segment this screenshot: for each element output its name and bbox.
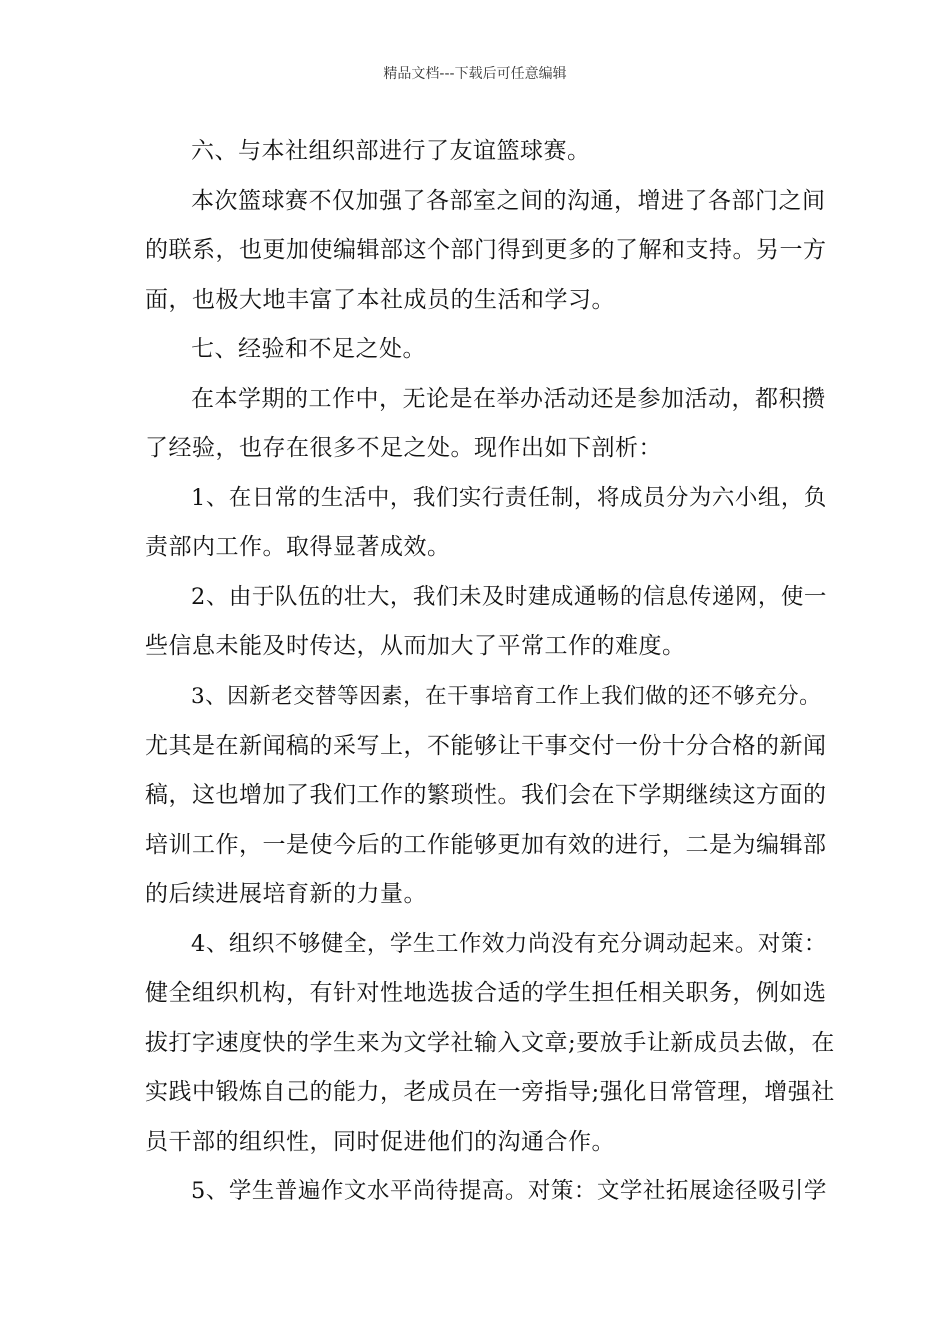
text-line: 些信息未能及时传达，从而加大了平常工作的难度。: [145, 633, 686, 660]
text-line: 培训工作，一是使今后的工作能够更加有效的进行，二是为编辑部: [145, 831, 827, 858]
text-line: 尤其是在新闻稿的采写上，不能够让干事交付一份十分合格的新闻: [145, 732, 827, 759]
text-line: 3、因新老交替等因素，在干事培育工作上我们做的还不够充分。: [191, 684, 822, 710]
text-line: 的后续进展培育新的力量。: [145, 881, 427, 908]
text-line: 2、由于队伍的壮大，我们未及时建成通畅的信息传递网，使一: [191, 583, 827, 610]
page-header: 精品文档---下载后可任意编辑: [383, 66, 567, 82]
text-line: 实践中锻炼自己的能力，老成员在一旁指导;强化日常管理，增强社: [145, 1079, 835, 1106]
text-line: 健全组织机构，有针对性地选拔合适的学生担任相关职务，例如选: [145, 980, 827, 1007]
text-line: 5、学生普遍作文水平尚待提高。对策：文学社拓展途径吸引学: [191, 1178, 827, 1205]
text-line: 责部内工作。取得显著成效。: [145, 534, 451, 561]
text-line: 拔打字速度快的学生来为文学社输入文章;要放手让新成员去做，在: [145, 1029, 835, 1056]
text-line: 本次篮球赛不仅加强了各部室之间的沟通，增进了各部门之间: [191, 187, 826, 214]
text-line: 六、与本社组织部进行了友谊篮球赛。: [191, 138, 591, 164]
text-line: 员干部的组织性，同时促进他们的沟通合作。: [145, 1128, 615, 1155]
text-line: 面，也极大地丰富了本社成员的生活和学习。: [145, 286, 615, 313]
document-body: [145, 127, 835, 1217]
text-line: 七、经验和不足之处。: [191, 336, 426, 363]
text-line: 1、在日常的生活中，我们实行责任制，将成员分为六小组，负: [191, 484, 827, 511]
text-line: 4、组织不够健全，学生工作效力尚没有充分调动起来。对策：: [191, 930, 827, 957]
text-line: 了经验，也存在很多不足之处。现作出如下剖析：: [145, 435, 662, 462]
text-line: 在本学期的工作中，无论是在举办活动还是参加活动，都积攒: [191, 385, 826, 412]
text-line: 的联系，也更加使编辑部这个部门得到更多的了解和支持。另一方: [145, 237, 827, 264]
text-line: 稿，这也增加了我们工作的繁琐性。我们会在下学期继续这方面的: [145, 782, 827, 809]
